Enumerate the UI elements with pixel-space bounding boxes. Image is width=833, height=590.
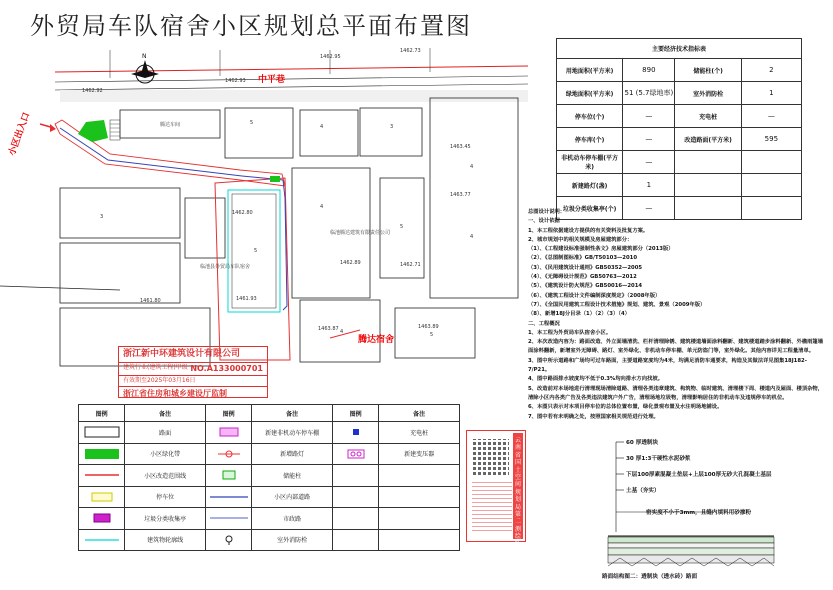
neighbor-label: 腾达宿舍 [358, 335, 395, 345]
building-label: 临池县外贸局车队宿舍 [200, 264, 251, 270]
internal-road [60, 128, 287, 310]
svg-text:5: 5 [250, 120, 254, 126]
buildings [0, 98, 518, 366]
note-line: 7、图中若有未明确之处，按照国家相关规范进行处理。 [528, 413, 659, 420]
legend-label: 新建变压器 [379, 443, 460, 465]
svg-text:4: 4 [470, 164, 474, 170]
legend-label: 小区绿化带 [125, 443, 206, 465]
section-note: 密实度不小于3mm，且缝内填料用砂掺粉 [646, 510, 752, 516]
north-label: N [142, 53, 147, 60]
svg-text:1462.95: 1462.95 [320, 54, 341, 60]
note-line: （3）、《民用建筑设计通则》GB50352—2005 [528, 264, 643, 271]
pavement-section [594, 432, 794, 582]
note-line: （1）、《工程建设标准强制性条文》房屋建筑部分（2013版） [528, 246, 674, 253]
indicator-value: — [741, 105, 801, 128]
svg-text:1463.77: 1463.77 [450, 192, 471, 198]
indicator-key: 改造路面(平方米) [675, 128, 741, 151]
svg-text:4: 4 [320, 204, 324, 210]
svg-text:1461.80: 1461.80 [140, 298, 161, 304]
legend-label: 新增路灯 [252, 443, 333, 465]
indicator-value: 1 [741, 82, 801, 105]
parking-swatch [84, 491, 120, 503]
note-line: 一、设计依据 [528, 218, 560, 225]
pavement-section-drawing [594, 432, 794, 572]
legend-header: 备注 [379, 405, 460, 422]
indicator-key: 用地面积(平方米) [557, 59, 623, 82]
svg-text:1463.45: 1463.45 [450, 144, 471, 150]
indicator-key: 非机动车停车棚(平方米) [557, 151, 623, 174]
storage-column-icon [214, 469, 244, 481]
svg-text:3: 3 [100, 214, 104, 220]
section-layer: 30 厚1:3干硬性水泥砂浆 [626, 456, 691, 462]
svg-text:1462.93: 1462.93 [225, 78, 246, 84]
page-title: 外贸局车队宿舍小区规划总平面布置图 [30, 12, 472, 40]
stamp-supervisor: 浙江省住房和城乡建设厅监制 [123, 388, 227, 398]
section-caption: 路面结构图二：透制块（透水砖）路面 [602, 574, 698, 580]
indicator-key: 新建路灯(盏) [557, 174, 623, 197]
design-notes [528, 208, 828, 422]
approval-vertical-text: 云南省国土空间规划局第二测绘队 [514, 437, 521, 548]
bike-shed-swatch [214, 426, 244, 438]
note-line: （8）、新增18J分目录（1）（2）（3）（4） [528, 311, 630, 318]
transformer-icon [346, 448, 366, 460]
indicator-value: 51 (5.7绿地率) [623, 82, 675, 105]
legend-header: 图例 [205, 405, 251, 422]
stamp-qualification: 建筑行业(建筑工程)甲级 [123, 364, 188, 372]
legend-label: 室外消防栓 [252, 529, 333, 551]
note-line: 5、改造前对本场地进行清理现场清除道路、清理各类违章建筑、构筑物、临时建筑、清理楼下周、楼道内及屋面、楼顶杂物，清除小区内各类广告及各类违法建筑户外广告，清理场地垃圾物，清理影响居住的非机动车及违规停车的机位。 [528, 385, 824, 401]
note-line: 1、本工程为外贸局车队宿舍小区。 [528, 329, 612, 336]
svg-text:5: 5 [400, 224, 404, 230]
indicator-value: — [623, 128, 675, 151]
entrance-arrow-icon [40, 124, 56, 132]
entrance-label: 小区出入口 [7, 111, 33, 158]
note-line: 二、工程概况 [528, 320, 560, 327]
indicator-value: — [623, 197, 675, 220]
indicator-value: — [623, 151, 675, 174]
indicator-key: 充电桩 [675, 105, 741, 128]
svg-text:1463.89: 1463.89 [418, 324, 439, 330]
legend-header: 图例 [79, 405, 125, 422]
green-belt [78, 120, 108, 142]
svg-text:1462.73: 1462.73 [400, 48, 421, 54]
section-layer: 60 厚透制块 [626, 440, 659, 446]
fire-hydrant-icon [214, 534, 244, 546]
indicator-key: 室外消防栓 [675, 82, 741, 105]
svg-text:1462.80: 1462.80 [232, 210, 253, 216]
north-road [55, 48, 528, 102]
note-line: 6、本图只表示对本项目停车位的总体位置布置，绿化景观布置及水注明场地铺设。 [528, 404, 723, 411]
indicator-key: 停车位(个) [557, 105, 623, 128]
legend-label: 垃圾分类收集亭 [125, 508, 206, 530]
note-line: 1、本工程依据建设方提供的有关资料及批复方案。 [528, 227, 649, 234]
indicator-table [556, 38, 802, 220]
svg-text:1462.71: 1462.71 [400, 262, 421, 268]
indicator-key: 停车库(个) [557, 128, 623, 151]
svg-text:3: 3 [390, 124, 394, 130]
svg-text:1462.92: 1462.92 [82, 88, 103, 94]
legend-label: 建筑物轮廓线 [125, 529, 206, 551]
legend-label: 小区内部道路 [252, 486, 333, 508]
indicator-header: 主要经济技术指标表 [557, 39, 802, 59]
svg-text:4: 4 [470, 234, 474, 240]
note-line: （2）、《总图制图标准》GB/T50103—2010 [528, 255, 638, 262]
legend-label: 停车位 [125, 486, 206, 508]
note-line: （5）、《建筑设计防火规范》GB50016—2014 [528, 283, 643, 290]
svg-text:4: 4 [320, 124, 324, 130]
internal-road-swatch [209, 491, 249, 503]
note-line: 2、城市规划中的相关规模及房屋建筑部分： [528, 236, 633, 243]
legend-header: 备注 [125, 405, 206, 422]
indicator-value: 890 [623, 59, 675, 82]
legend-label: 充电桩 [379, 422, 460, 444]
indicator-value: 1 [623, 174, 675, 197]
legend-label: 新建非机动车停车棚 [252, 422, 333, 444]
note-line: 4、图中路面排水坡度均不低于0.3%均向排水方向找坡。 [528, 376, 663, 383]
building-outline-swatch [84, 534, 120, 546]
approval-qr-box [466, 430, 526, 548]
road-swatch [84, 426, 120, 438]
svg-text:1462.89: 1462.89 [340, 260, 361, 266]
svg-text:1463.87: 1463.87 [318, 326, 339, 332]
stamp-number: NO.A133000701 [190, 364, 263, 374]
section-layer: 下层100厚素混凝土垫层+上层100厚无砂大孔混凝土基层 [626, 472, 772, 478]
note-line: 总图设计说明： [528, 209, 566, 215]
indicator-key: 储能柱(个) [675, 59, 741, 82]
design-stamp [118, 346, 268, 398]
legend-header: 图例 [332, 405, 378, 422]
legend-label: 储能柱 [252, 465, 333, 487]
redline-swatch [84, 469, 120, 481]
green-belt-swatch [84, 448, 120, 460]
garbage-kiosk-swatch [84, 512, 120, 524]
stamp-validity: 有效期至2025年03月16日 [123, 377, 196, 385]
indicator-value: 2 [741, 59, 801, 82]
section-layer: 土基（夯实） [626, 488, 660, 494]
indicator-value: 595 [741, 128, 801, 151]
note-line: （4）、《无障碍设计规范》GB50763—2012 [528, 274, 637, 281]
note-line: 3、图中所示道路和广场均可过车路面，主要道路宽度均为4米，均满足消防车通要求，构造及其做法详见图集18J182-7/P21。 [528, 357, 807, 374]
indicator-value: — [623, 105, 675, 128]
stamp-company: 浙江新中环建筑设计有限公司 [119, 347, 267, 363]
legend-table [78, 404, 460, 551]
municipal-road-swatch [209, 512, 249, 524]
building-label: 临池腾达建筑有限责任公司 [330, 230, 391, 236]
legend-label: 市政路 [252, 508, 333, 530]
svg-text:4: 4 [340, 329, 344, 335]
indicator-key: 垃圾分类收集亭(个) [557, 197, 623, 220]
site-plan [0, 38, 528, 396]
svg-text:5: 5 [254, 248, 258, 254]
note-line: 2、本次改造内容为：路面改造、外立面墙清洗、栏杆清理除锈、建筑楼道墙面涂料翻新、建筑楼道踏步涂料翻新、外檐雨篷墙面涂料翻新，新增室外无障碍、路灯、室外绿化、非机动车停车棚、单元防盗门等，室外绿化。其他内容详见工程量清单。 [528, 339, 824, 355]
building-label: 腾达车间 [160, 122, 181, 128]
legend-header: 备注 [252, 405, 333, 422]
svg-text:1461.93: 1461.93 [236, 296, 257, 302]
charger-icon [350, 426, 362, 438]
note-line: （6）、《建筑工程设计文件编制深度规定》（2008年版） [528, 292, 661, 299]
legend-label: 路面 [125, 422, 206, 444]
note-line: （7）、《全国民用建筑工程设计技术措施》规划、建筑、景观（2009年版） [528, 301, 706, 308]
svg-text:5: 5 [430, 332, 434, 338]
north-arrow-icon [131, 53, 159, 83]
indicator-key: 绿地面积(平方米) [557, 82, 623, 105]
street-lamp-icon [214, 448, 244, 460]
legend-label: 小区改造范围线 [125, 465, 206, 487]
road-label: 中平巷 [258, 75, 286, 85]
